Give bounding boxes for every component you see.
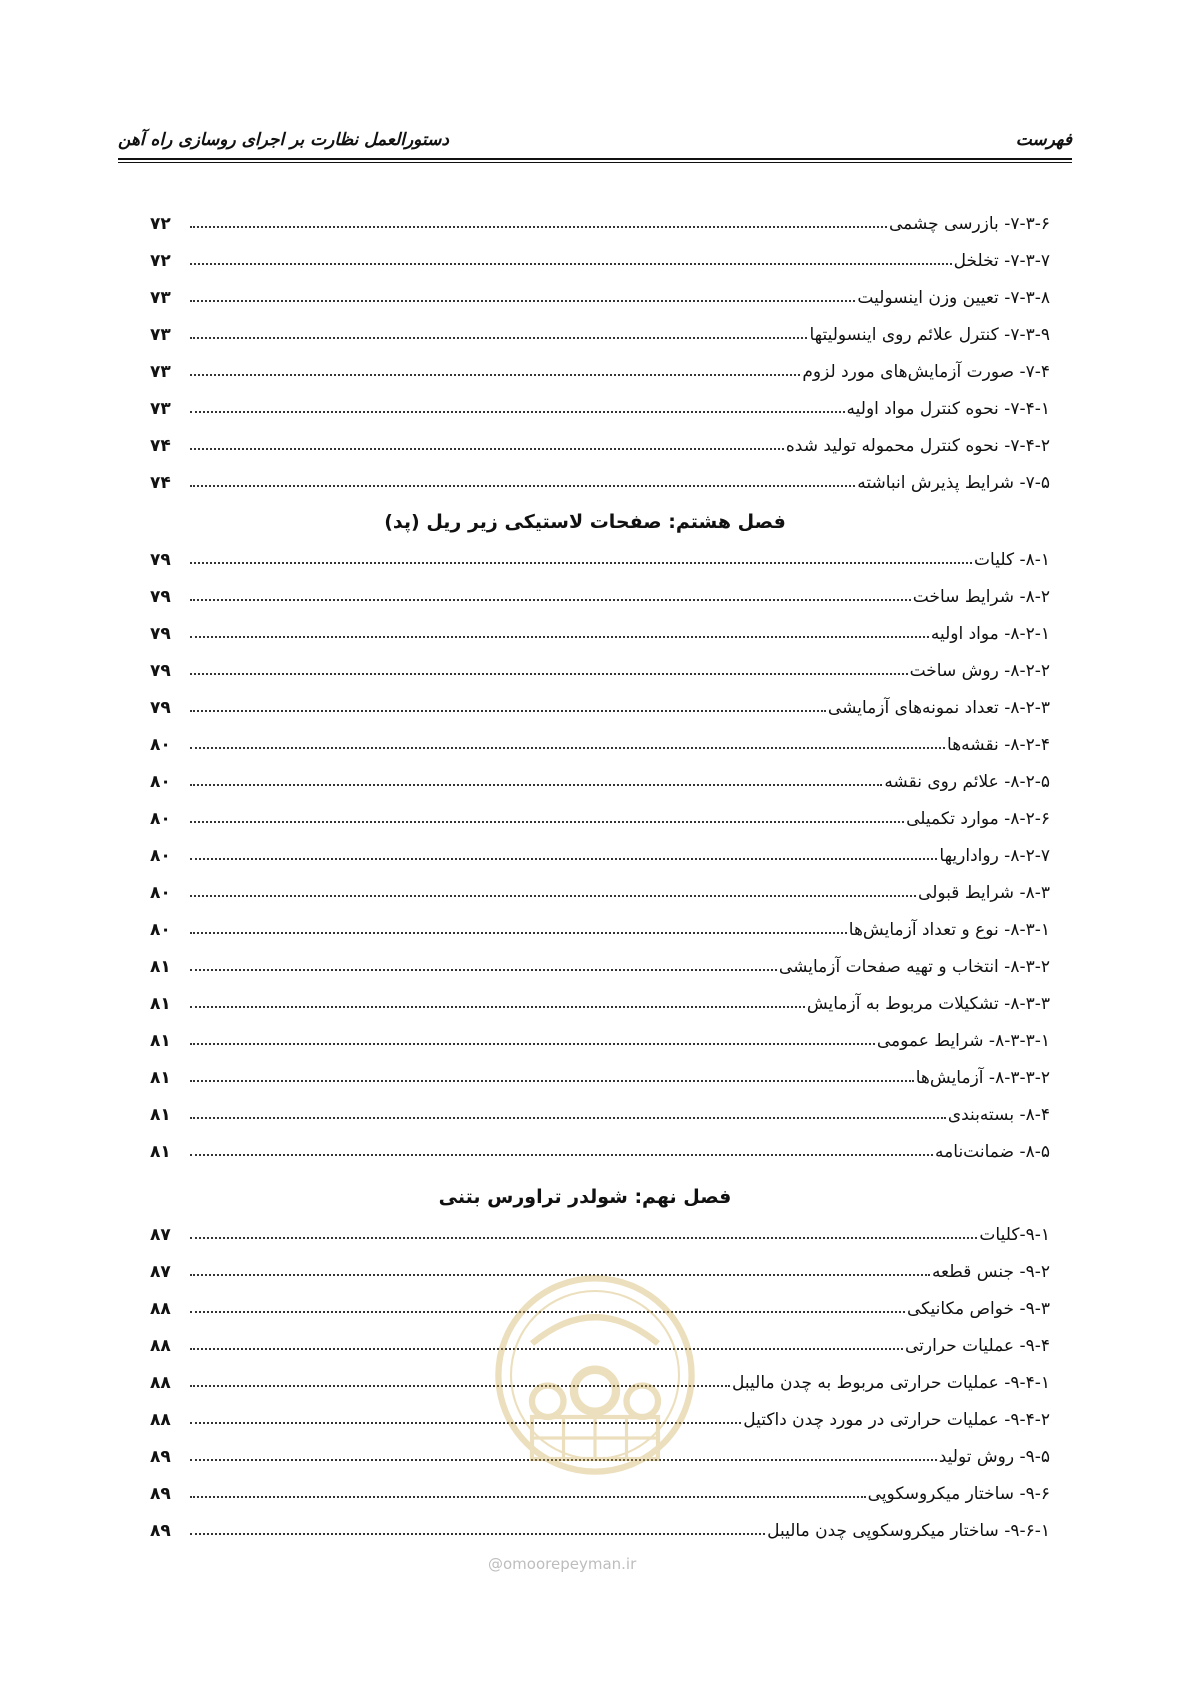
toc-entry-page-number: ۷۹ [150,550,171,570]
toc-entry-page-number: ۸۰ [150,772,171,792]
toc-entry[interactable] [150,755,1050,792]
dot-leader [190,226,887,228]
header-section-title: فهرست [1015,130,1072,150]
watermark-url [488,1555,636,1573]
toc-entry-label: ۸-۳-۱- نوع و تعداد آزمایش‌ها [848,920,1050,940]
page-header [118,128,1072,162]
toc-entry[interactable] [150,456,1050,493]
dot-leader [190,599,911,601]
toc-entry[interactable] [150,977,1050,1014]
toc-entry-label: ۹-۱-کلیات [979,1225,1050,1245]
chapter9-title: فصل نهم: شولدر تراورس بتنی [438,1186,732,1208]
toc-entry-label: ۸-۲-۶- موارد تکمیلی [906,809,1050,829]
toc-entry-page-number: ۸۷ [150,1262,171,1282]
toc-entry[interactable] [150,681,1050,718]
toc-entry-page-number: ۸۸ [150,1410,171,1430]
dot-leader [190,1154,933,1156]
toc-entry-page-number: ۷۴ [150,436,171,456]
dot-leader [190,821,904,823]
toc-entry[interactable] [150,718,1050,755]
toc-entry-page-number: ۷۹ [150,698,171,718]
toc-entry-label: ۸-۲- شرایط ساخت [912,587,1050,607]
toc-entry-page-number: ۸۹ [150,1521,171,1541]
toc-entry-page-number: ۸۰ [150,809,171,829]
toc-entry[interactable] [150,308,1050,345]
chapter8-list [150,533,1050,1162]
dot-leader [190,784,882,786]
toc-entry-label: ۸-۳-۳-۱- شرایط عمومی [876,1031,1050,1051]
toc-entry-page-number: ۷۳ [150,325,171,345]
dot-leader [190,858,937,860]
toc-entry[interactable] [150,1504,1050,1541]
toc-entry-page-number: ۸۰ [150,846,171,866]
toc-entry-label: ۸-۳-۲- انتخاب و تهیه صفحات آزمایشی [778,957,1050,977]
toc-entry[interactable] [150,1125,1050,1162]
toc-entry-page-number: ۸۷ [150,1225,171,1245]
header-document-title: دستورالعمل نظارت بر اجرای روسازی راه آهن [118,130,449,150]
toc-entry[interactable] [150,607,1050,644]
toc-entry-page-number: ۸۰ [150,735,171,755]
dot-leader [190,562,972,564]
dot-leader [190,374,800,376]
toc-entry-page-number: ۸۱ [150,994,171,1014]
toc-entry-page-number: ۷۳ [150,288,171,308]
toc-entry[interactable] [150,197,1050,234]
dot-leader [190,673,908,675]
dot-leader [190,485,855,487]
toc-entry-label: ۷-۵- شرایط پذیرش انباشته [857,473,1050,493]
dot-leader [190,1237,977,1239]
toc-entry-label: ۸-۲-۳- تعداد نمونه‌های آزمایشی [827,698,1050,718]
toc-entry-page-number: ۸۱ [150,1068,171,1088]
toc-entry[interactable] [150,903,1050,940]
toc-entry[interactable] [150,1088,1050,1125]
toc-entry-page-number: ۸۸ [150,1299,171,1319]
toc-entry[interactable] [150,644,1050,681]
toc-entry[interactable] [150,345,1050,382]
toc-entry-label: ۸-۲-۱- مواد اولیه [930,624,1050,644]
toc-entry[interactable] [150,866,1050,903]
toc-entry-label: ۷-۳-۸- تعیین وزن اینسولیت [857,288,1050,308]
toc-entry-label: ۹-۶-۱- ساختار میکروسکوپی چدن ماليبل [767,1521,1050,1541]
toc-entry-page-number: ۸۱ [150,1142,171,1162]
toc-entry-label: ۸-۳-۳- تشکیلات مربوط به آزمایش [806,994,1050,1014]
toc-entry[interactable] [150,940,1050,977]
dot-leader [190,448,784,450]
toc-entry-label: ۷-۳-۹- کنترل علائم روی اینسولیتها [809,325,1050,345]
toc-entry-page-number: ۸۰ [150,883,171,903]
toc-entry[interactable] [150,829,1050,866]
watermark-at-icon: @ [488,1555,503,1573]
dot-leader [190,1533,765,1535]
dot-leader [190,1080,914,1082]
toc-entry[interactable] [150,1014,1050,1051]
dot-leader [190,263,952,265]
toc-entry-page-number: ۷۳ [150,362,171,382]
toc-entry-label: ۹-۴-۲- عملیات حرارتی در مورد چدن داکتیل [743,1410,1050,1430]
dot-leader [190,1006,805,1008]
toc-entry-label: ۸-۱- کلیات [974,550,1050,570]
toc-entry-label: ۸-۲-۲- روش ساخت [909,661,1050,681]
toc-entry-label: ۸-۲-۷- رواداریها [939,846,1050,866]
toc-entry-page-number: ۷۹ [150,587,171,607]
dot-leader [190,1496,866,1498]
toc-entry-page-number: ۸۹ [150,1447,171,1467]
toc-entry-label: ۷-۳-۷- تخلخل [953,251,1050,271]
toc-entry-page-number: ۷۳ [150,399,171,419]
header-rule-thin [118,162,1072,163]
toc-entry-label: ۹-۵- روش تولید [938,1447,1050,1467]
toc-entry[interactable] [150,234,1050,271]
stamp-logo-icon [490,1270,700,1480]
toc-entry-page-number: ۸۹ [150,1484,171,1504]
toc-entry-label: ۷-۴-۱- نحوه کنترل مواد اولیه [846,399,1050,419]
toc-entry-label: ۷-۴- صورت آزمایش‌های مورد لزوم [802,362,1050,382]
section7-list [150,197,1050,493]
toc-entry-page-number: ۷۹ [150,624,171,644]
dot-leader [190,411,845,413]
toc-entry-page-number: ۸۱ [150,1105,171,1125]
toc-entry-label: ۸-۴- بسته‌بندی [947,1105,1050,1125]
toc-entry[interactable] [150,533,1050,570]
toc-entry-page-number: ۸۸ [150,1373,171,1393]
toc-entry-label: ۹-۶- ساختار میکروسکوپی [867,1484,1050,1504]
toc-entry[interactable] [150,419,1050,456]
toc-entry[interactable] [150,1208,1050,1245]
toc-entry-label: ۸-۳- شرایط قبولی [918,883,1050,903]
toc-entry-label: ۸-۲-۵- علائم روی نقشه [884,772,1050,792]
dot-leader [190,636,929,638]
toc-entry-label: ۷-۴-۲- نحوه کنترل محموله تولید شده [785,436,1050,456]
dot-leader [190,747,945,749]
toc-entry-label: ۸-۳-۳-۲- آزمایش‌ها [915,1068,1050,1088]
toc-entry[interactable] [150,570,1050,607]
toc-entry[interactable] [150,792,1050,829]
toc-entry-page-number: ۸۱ [150,1031,171,1051]
dot-leader [190,300,855,302]
toc-entry-page-number: ۷۲ [150,251,171,271]
toc-entry-page-number: ۷۴ [150,473,171,493]
dot-leader [190,932,847,934]
toc-entry[interactable] [150,271,1050,308]
chapter8-title: فصل هشتم: صفحات لاستیکی زیر ریل (پد) [384,511,786,533]
dot-leader [190,710,826,712]
watermark-url-text: omoorepeyman.ir [503,1555,637,1573]
toc-entry-label: ۹-۲- جنس قطعه [931,1262,1050,1282]
toc-entry-page-number: ۸۸ [150,1336,171,1356]
toc-entry[interactable] [150,382,1050,419]
dot-leader [190,1043,875,1045]
toc-entry-label: ۷-۳-۶- بازرسی چشمی [888,214,1050,234]
dot-leader [190,895,916,897]
dot-leader [190,337,807,339]
toc-entry-page-number: ۷۹ [150,661,171,681]
toc-entry[interactable] [150,1051,1050,1088]
dot-leader [190,1117,946,1119]
toc-entry-page-number: ۸۰ [150,920,171,940]
toc-entry-label: ۸-۲-۴- نقشه‌ها [947,735,1050,755]
toc-entry-label: ۹-۳- خواص مکانیکی [906,1299,1050,1319]
toc-entry-label: ۹-۴-۱- عملیات حرارتی مربوط به چدن ماليبل [732,1373,1050,1393]
toc-entry-label: ۸-۵- ضمانت‌نامه [935,1142,1050,1162]
toc-entry-label: ۹-۴- عملیات حرارتی [905,1336,1050,1356]
toc-entry-page-number: ۸۱ [150,957,171,977]
dot-leader [190,969,777,971]
header-rule [118,158,1072,160]
toc-entry-page-number: ۷۲ [150,214,171,234]
